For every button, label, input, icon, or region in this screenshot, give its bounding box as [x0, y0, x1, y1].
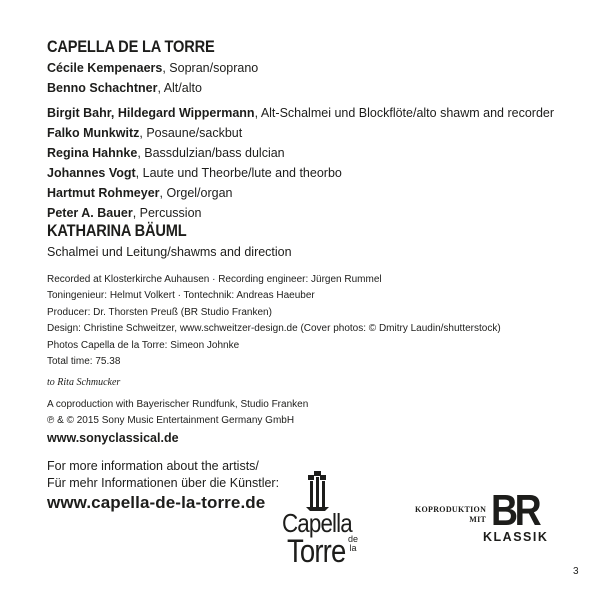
member-line: Benno Schachtner, Alt/alto	[47, 81, 202, 95]
director-role: Schalmei und Leitung/shawms and direction	[47, 245, 292, 259]
torre-logo-word: Torre	[287, 533, 346, 569]
sony-classical-link[interactable]: www.sonyclassical.de	[47, 431, 179, 445]
capella-logo-small: de la	[348, 534, 359, 553]
more-info	[47, 458, 279, 491]
klassik-logo-word: KLASSIK	[483, 530, 549, 544]
coproduction-note: A coproduction with Bayerischer Rundfunk, Studio Franken	[47, 399, 309, 410]
ensemble-title: CAPELLA DE LA TORRE	[47, 37, 215, 56]
recording-credits	[47, 272, 501, 370]
info-line-english: For more information about the artists/	[47, 459, 259, 473]
br-klassik-logo	[483, 486, 553, 549]
credit-line: Toningenieur: Helmut Volkert · Tontechnik: Andreas Haeuber	[47, 290, 315, 302]
info-line-german: Für mehr Informationen über die Künstler:	[47, 475, 280, 490]
member-line: Johannes Vogt, Laute und Theorbe/lute and theorbo	[47, 166, 342, 180]
member-line: Falko Munkwitz, Posaune/sackbut	[47, 126, 243, 140]
credit-line: Photos Capella de la Torre: Simeon Johnke	[47, 339, 240, 351]
credit-line: Producer: Dr. Thorsten Preuß (BR Studio Franken)	[47, 306, 272, 318]
koproduktion-label: KOPRODUKTION MIT	[415, 505, 487, 524]
credit-line: Recorded at Klosterkirche Auhausen · Recording engineer: Jürgen Rummel	[47, 274, 382, 285]
capella-logo-word: Capella	[282, 508, 352, 538]
dedication: to Rita Schmucker	[47, 377, 121, 388]
copyright-note: ℗ & © 2015 Sony Music Entertainment Germany GmbH	[47, 415, 295, 426]
page-number: 3	[573, 566, 579, 577]
member-line: Birgit Bahr, Hildegard Wippermann, Alt-Schalmei und Blockflöte/alto shawm and recorder	[47, 106, 555, 120]
director-name: KATHARINA BÄUML	[47, 221, 187, 240]
member-line: Cécile Kempenaers, Sopran/soprano	[47, 61, 259, 75]
member-line: Hartmut Rohmeyer, Orgel/organ	[47, 186, 233, 200]
member-line: Regina Hahnke, Bassdulzian/bass dulcian	[47, 146, 285, 160]
br-logo-letters: BR	[491, 486, 539, 535]
credit-line: Total time: 75.38	[47, 356, 121, 368]
capella-website-link[interactable]: www.capella-de-la-torre.de	[47, 493, 266, 512]
capella-de-la-torre-logo	[282, 471, 372, 576]
credit-line: Design: Christine Schweitzer, www.schweitzer-design.de (Cover photos: © Dmitry Laudin/shutterstock)	[47, 323, 501, 335]
member-line: Peter A. Bauer, Percussion	[47, 206, 202, 220]
